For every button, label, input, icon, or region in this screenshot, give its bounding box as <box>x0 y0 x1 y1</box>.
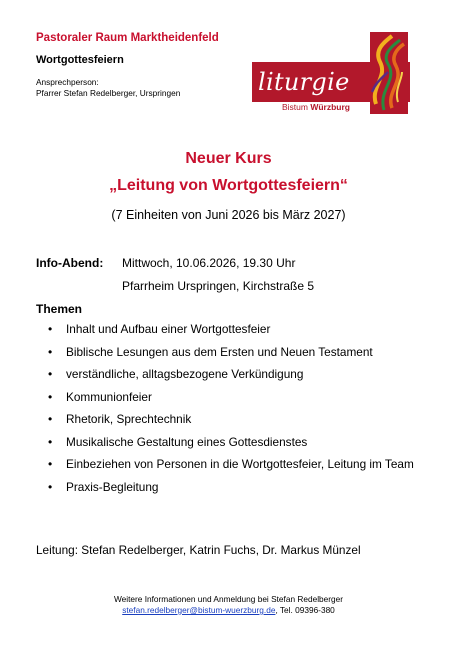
footer-info: Weitere Informationen und Anmeldung bei Stefan Redelberger <box>113 594 344 604</box>
course-heading: Neuer Kurs <box>185 150 272 167</box>
list-item: • verständliche, alltagsbezogene Verkündigung <box>48 366 428 382</box>
course-period: (7 Einheiten von Juni 2026 bis März 2027) <box>111 208 346 222</box>
contact-name: Pfarrer Stefan Redelberger, Urspringen <box>36 88 181 98</box>
course-title: „Leitung von Wortgottesfeiern“ <box>109 177 348 194</box>
list-item: • Inhalt und Aufbau einer Wortgottesfeier <box>48 321 428 337</box>
liturgie-logo <box>252 32 422 114</box>
list-item: • Praxis-Begleitung <box>48 479 428 495</box>
info-evening-place: Pfarrheim Urspringen, Kirchstraße 5 <box>122 279 315 293</box>
footer-phone: , Tel. 09396-380 <box>275 605 335 615</box>
logo-tagline <box>282 102 350 112</box>
list-item: • Musikalische Gestaltung eines Gottesdienstes <box>48 434 428 450</box>
footer-contact <box>0 605 457 616</box>
themes-heading: Themen <box>36 302 83 316</box>
list-item: • Einbeziehen von Personen in die Wortgottesfeier, Leitung im Team <box>48 456 428 472</box>
footer <box>0 594 457 616</box>
list-item: • Rhetorik, Sprechtechnik <box>48 411 428 427</box>
info-evening-label: Info-Abend: <box>36 256 104 270</box>
email-link[interactable]: stefan.redelberger@bistum-wuerzburg.de <box>122 605 276 615</box>
subject-title: Wortgottesfeiern <box>36 54 124 66</box>
list-item: • Kommunionfeier <box>48 389 428 405</box>
contact-label: Ansprechperson: <box>36 77 99 87</box>
organization-name: Pastoraler Raum Marktheidenfeld <box>36 32 219 44</box>
list-item: • Biblische Lesungen aus dem Ersten und Neuen Testament <box>48 344 428 360</box>
logo-tag-light: Bistum <box>282 102 311 112</box>
themes-list <box>48 321 428 501</box>
course-leaders: Leitung: Stefan Redelberger, Katrin Fuchs, Dr. Markus Münzel <box>36 543 361 557</box>
info-evening-date: Mittwoch, 10.06.2026, 19.30 Uhr <box>122 256 296 270</box>
cross-emblem-icon <box>358 32 416 114</box>
logo-word: liturgie <box>258 68 350 96</box>
logo-tag-bold: Würzburg <box>310 102 351 112</box>
